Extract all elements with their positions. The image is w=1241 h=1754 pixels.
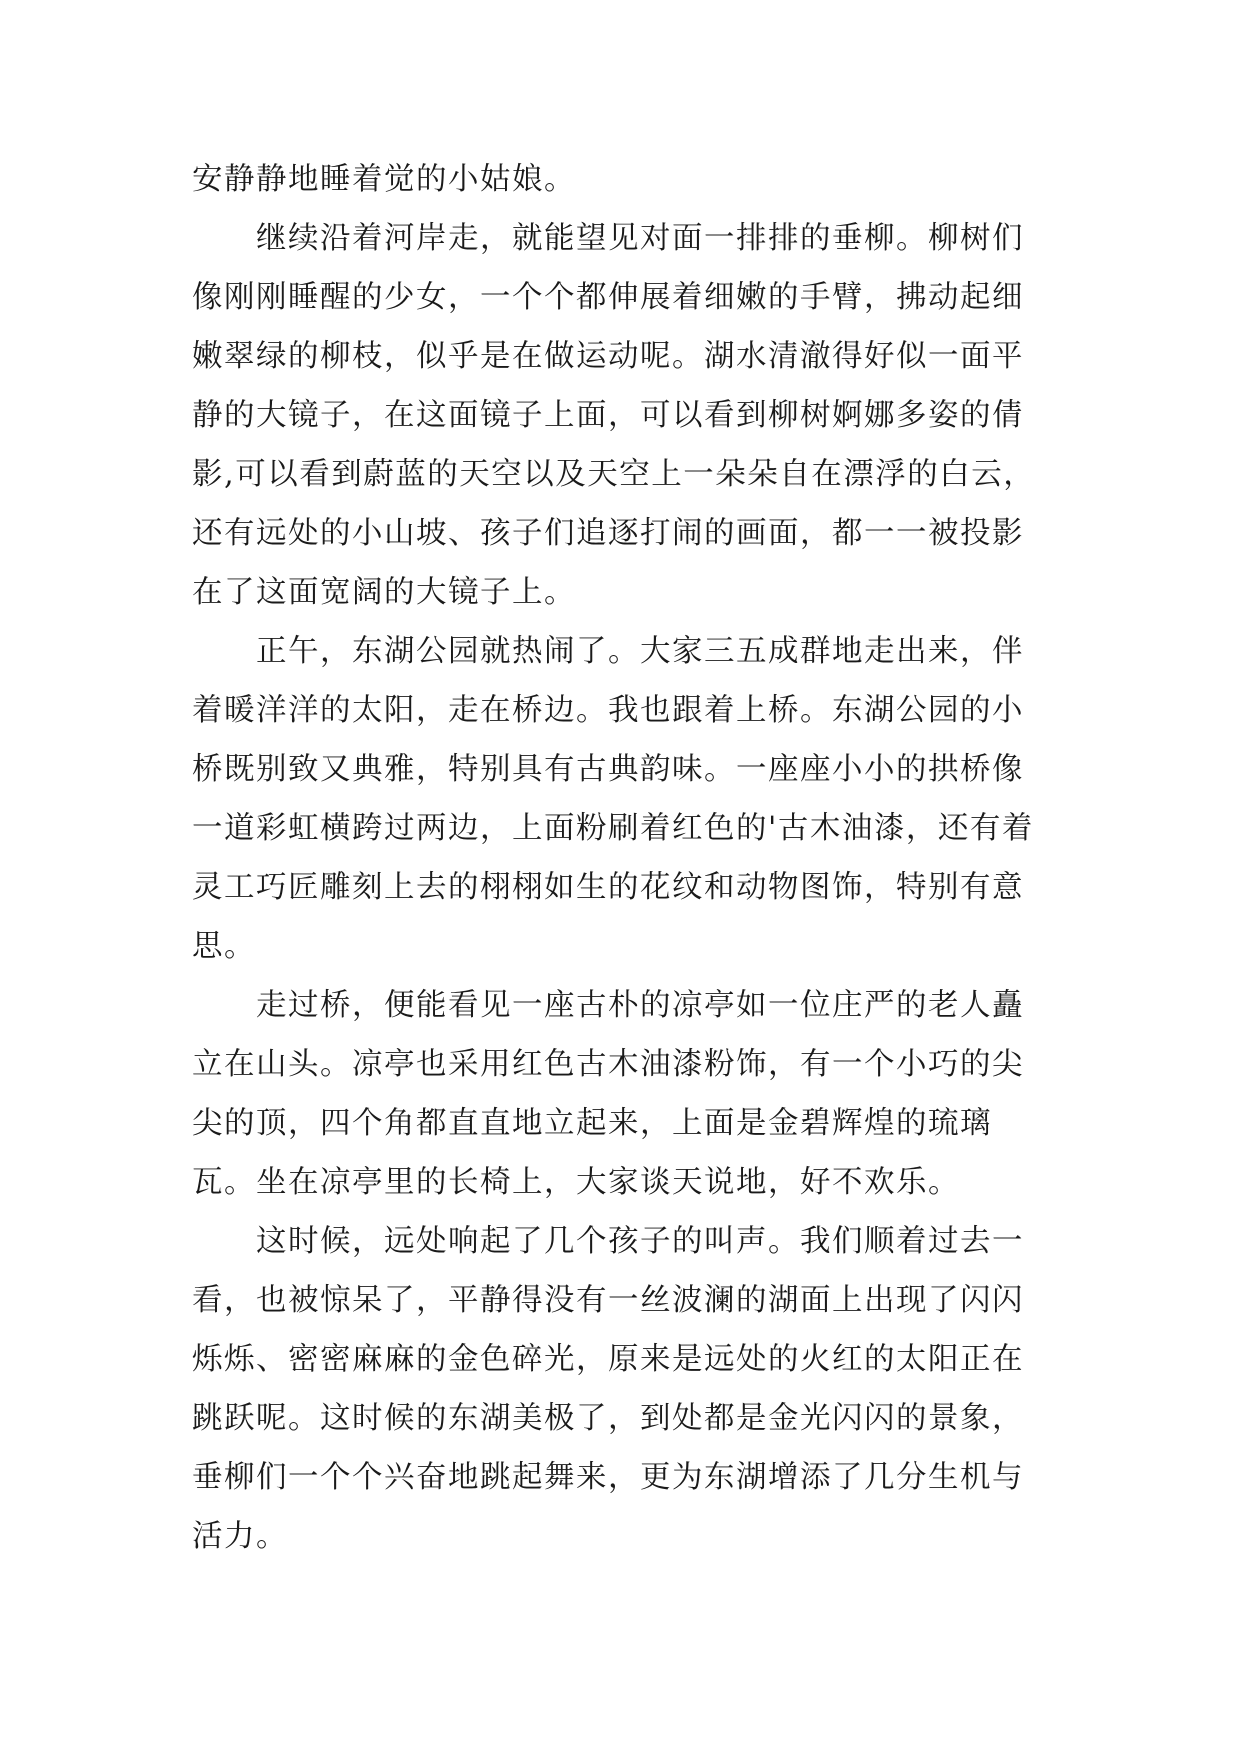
paragraph-sunlight: 这时候，远处响起了几个孩子的叫声。我们顺着过去一看，也被惊呆了，平静得没有一丝波澜的湖面上出现了闪闪烁烁、密密麻麻的金色碎光，原来是远处的火红的太阳正在跳跃呢。这时候的东湖美极了，到处都是金光闪闪的景象，垂柳们一个个兴奋地跳起舞来，更为东湖增添了几分生机与活力。 (192, 1224, 1024, 1554)
paragraph-continuation: 安静静地睡着觉的小姑娘。 (192, 162, 576, 197)
paragraph-pavilion: 走过桥，便能看见一座古朴的凉亭如一位庄严的老人矗立在山头。凉亭也采用红色古木油漆粉饰，有一个小巧的尖尖的顶，四个角都直直地立起来，上面是金碧辉煌的琉璃瓦。坐在凉亭里的长椅上，大家谈天说地，好不欢乐。 (192, 988, 1024, 1200)
document-page (192, 150, 1052, 1566)
paragraph-willows: 继续沿着河岸走，就能望见对面一排排的垂柳。柳树们像刚刚睡醒的少女，一个个都伸展着细嫩的手臂，拂动起细嫩翠绿的柳枝，似乎是在做运动呢。湖水清澈得好似一面平静的大镜子，在这面镜子上面，可以看到柳树婀娜多姿的倩影,可以看到蔚蓝的天空以及天空上一朵朵自在漂浮的白云，还有远处的小山坡、孩子们追逐打闹的画面，都一一被投影在了这面宽阔的大镜子上。 (192, 221, 1036, 610)
paragraph-bridge: 正午，东湖公园就热闹了。大家三五成群地走出来，伴着暖洋洋的太阳，走在桥边。我也跟着上桥。东湖公园的小桥既别致又典雅，特别具有古典韵味。一座座小小的拱桥像一道彩虹横跨过两边，上面粉刷着红色的'古木油漆，还有着灵工巧匠雕刻上去的栩栩如生的花纹和动物图饰，特别有意思。 (192, 634, 1034, 964)
